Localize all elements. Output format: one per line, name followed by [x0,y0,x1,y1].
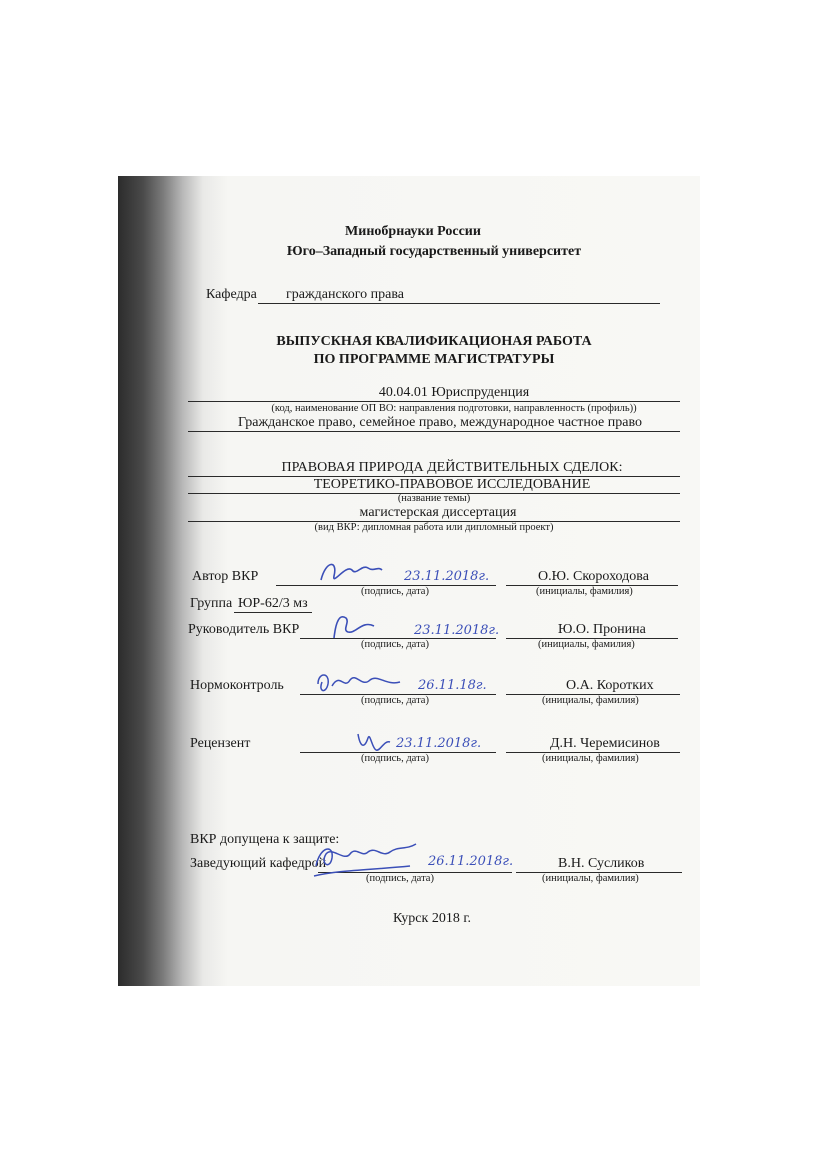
scanned-title-page [118,176,700,986]
reviewer-label: Рецензент [190,736,251,751]
author-label: Автор ВКР [192,569,259,584]
work-title-line1: ВЫПУСКНАЯ КВАЛИФИКАЦИОНАЯ РАБОТА [276,334,592,349]
normcontrol-date: 26.11.18г. [418,678,487,693]
supervisor-name-hint: (инициалы, фамилия) [538,639,635,650]
group-underline [234,612,312,613]
supervisor-sign-hint: (подпись, дата) [361,639,429,650]
normcontrol-name: О.А. Коротких [566,678,654,693]
author-name-hint: (инициалы, фамилия) [536,586,633,597]
reviewer-sign-hint: (подпись, дата) [361,753,429,764]
normcontrol-signature [314,668,406,698]
department-underline [258,303,660,304]
normcontrol-sign-hint: (подпись, дата) [361,695,429,706]
supervisor-label: Руководитель ВКР [188,622,300,637]
head-sign-hint: (подпись, дата) [366,873,434,884]
admission-text: ВКР допущена к защите: [190,832,340,847]
author-signature [316,556,386,590]
group-value: ЮР-62/3 мз [238,596,308,611]
normcontrol-name-hint: (инициалы, фамилия) [542,695,639,706]
theme-line1: ПРАВОВАЯ ПРИРОДА ДЕЙСТВИТЕЛЬНЫХ СДЕЛОК: [281,460,623,475]
city-year: Курск 2018 г. [393,911,471,926]
author-sign-hint: (подпись, дата) [361,586,429,597]
normcontrol-label: Нормоконтроль [190,678,284,693]
author-name: О.Ю. Скороходова [538,569,649,584]
head-label: Заведующий кафедрой [190,856,327,871]
program-profile-underline [188,431,680,432]
reviewer-date: 23.11.2018г. [396,736,482,751]
ministry-title: Минобрнауки России [345,224,481,239]
work-type-hint: (вид ВКР: дипломная работа или дипломный проект) [314,522,554,533]
group-label: Группа [190,596,233,611]
reviewer-signature [354,728,394,756]
reviewer-name: Д.Н. Черемисинов [550,736,660,751]
work-title-line2: ПО ПРОГРАММЕ МАГИСТРАТУРЫ [313,352,555,367]
theme-line2: ТЕОРЕТИКО-ПРАВОВОЕ ИССЛЕДОВАНИЕ [313,477,591,492]
program-profile: Гражданское право, семейное право, международное частное право [238,415,642,430]
university-title: Юго–Западный государственный университет [286,244,582,259]
head-date: 26.11.2018г. [428,854,514,869]
department-value: гражданского права [286,287,405,302]
head-name: В.Н. Сусликов [558,856,645,871]
work-type: магистерская диссертация [359,505,517,520]
supervisor-date: 23.11.2018г. [414,623,500,638]
program-code: 40.04.01 Юриспруденция [378,385,530,400]
theme-hint: (название темы) [397,493,471,504]
reviewer-name-hint: (инициалы, фамилия) [542,753,639,764]
author-date: 23.11.2018г. [404,569,490,584]
head-name-hint: (инициалы, фамилия) [542,873,639,884]
department-label: Кафедра [206,287,257,302]
program-code-underline [188,401,680,402]
supervisor-name: Ю.О. Пронина [558,622,646,637]
program-code-hint: (код, наименование ОП ВО: направления подготовки, направленность (профиль)) [271,403,637,414]
